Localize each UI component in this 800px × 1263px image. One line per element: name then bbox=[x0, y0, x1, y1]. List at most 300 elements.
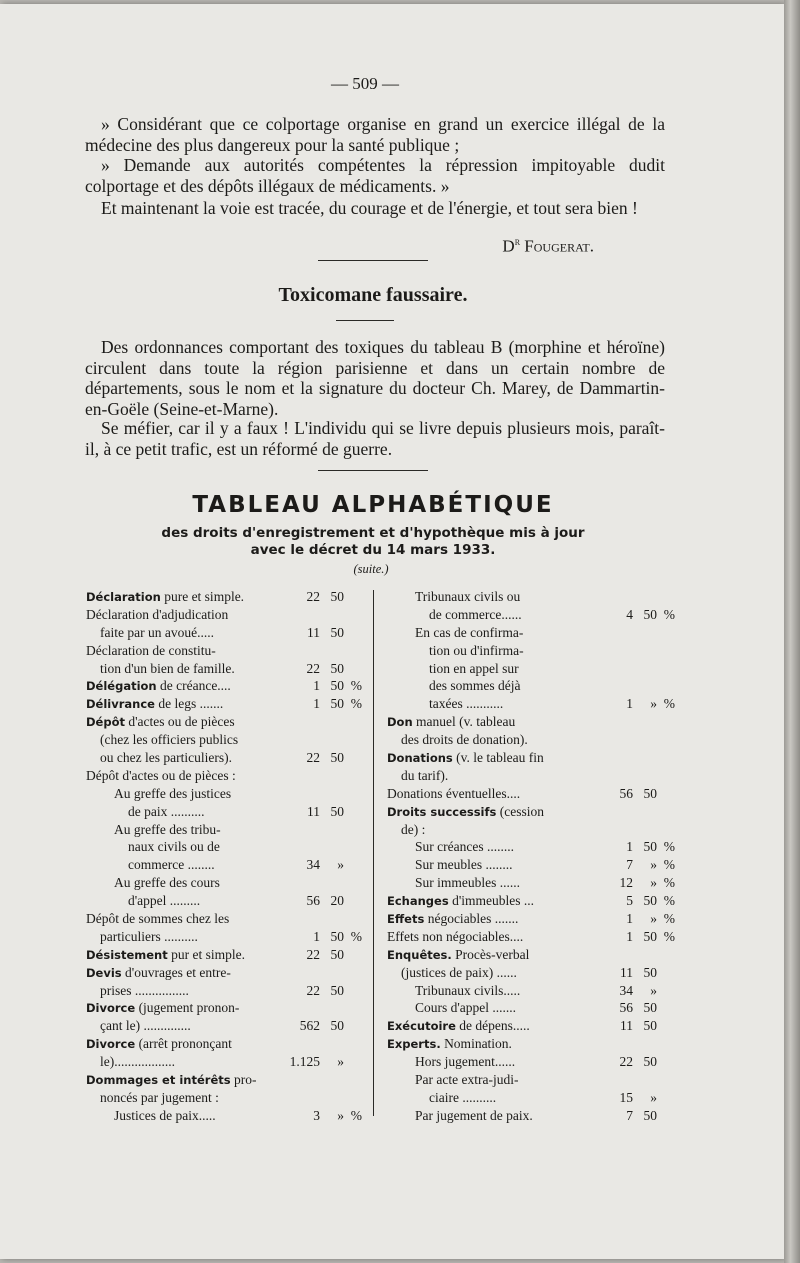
rate-units: 3 bbox=[313, 1107, 320, 1123]
rate-percent: % bbox=[663, 893, 675, 909]
tariff-entry-text bbox=[86, 1089, 219, 1107]
rate-percent: % bbox=[663, 857, 675, 873]
tariff-entry-keyword: Divorce bbox=[86, 1037, 136, 1052]
tariff-entry-text bbox=[387, 1053, 515, 1071]
tariff-entry-text bbox=[86, 749, 232, 767]
toxicomane-paragraph-2: Se méfier, car il y a faux ! L'individu qui se livre depuis plusieurs mois, paraît-il, à ce petit trafic, est un réformé de guerre. bbox=[85, 418, 665, 459]
tariff-row bbox=[86, 892, 366, 910]
tariff-entry-label: d'immeubles ... bbox=[448, 893, 534, 909]
tariff-entry-text bbox=[86, 660, 235, 678]
rate-units: 11 bbox=[307, 624, 320, 640]
rate-cents: 50 bbox=[330, 624, 344, 640]
tariff-row bbox=[86, 1035, 366, 1053]
tariff-row bbox=[387, 838, 683, 856]
rate-units: 4 bbox=[626, 606, 633, 622]
rate-units: 11 bbox=[307, 803, 320, 819]
tariff-entry-label: d'appel ......... bbox=[128, 893, 201, 909]
tariff-row bbox=[86, 838, 366, 856]
rate-units: 56 bbox=[619, 785, 633, 801]
rate-cents: 50 bbox=[643, 928, 657, 944]
tariff-entry-label: Hors jugement...... bbox=[415, 1054, 516, 1070]
tariff-row bbox=[387, 713, 683, 731]
rate-units: 1 bbox=[626, 911, 633, 927]
tariff-entry-label: tion ou d'infirma- bbox=[429, 642, 524, 658]
tariff-entry-label: Donations éventuelles.... bbox=[387, 785, 521, 801]
rate-units: 1 bbox=[626, 696, 633, 712]
tariff-entry-label: pro- bbox=[230, 1072, 257, 1088]
rate-cents: » bbox=[650, 875, 657, 891]
tariff-entry-text bbox=[86, 910, 229, 928]
tariff-entry-text bbox=[86, 713, 235, 732]
rate-cents: 50 bbox=[330, 1018, 344, 1034]
tariff-entry-label: (jugement pronon- bbox=[135, 1000, 240, 1016]
rate-cents: » bbox=[337, 1107, 344, 1123]
tariff-row bbox=[86, 910, 366, 928]
tariff-row bbox=[387, 1107, 683, 1125]
tariff-entry-label: (cession bbox=[496, 803, 544, 819]
tariff-rate bbox=[282, 624, 362, 642]
heading-underline bbox=[336, 320, 394, 321]
tariff-entry-keyword: Donations bbox=[387, 751, 453, 766]
tariff-rate bbox=[595, 1053, 683, 1071]
tariff-entry-text bbox=[86, 785, 231, 803]
tariff-entry-text bbox=[387, 1089, 496, 1107]
fougerat-paragraph-2: » Demande aux autorités compétentes la répression impitoyable dudit colportage et des dépôts illégaux de médicaments. » bbox=[85, 155, 665, 196]
tariff-entry-text bbox=[387, 999, 516, 1017]
tariff-rate bbox=[282, 660, 362, 678]
tariff-row bbox=[86, 803, 366, 821]
tariff-entry-text bbox=[387, 928, 523, 946]
signature-superscript: r bbox=[514, 236, 521, 248]
toxicomane-paragraph-1: Des ordonnances comportant des toxiques du tableau B (morphine et héroïne) circulent dans toute la région parisienne et dans un certain nombre de départements, sous le nom et la signature du docteur Ch. Marey, de Dammartin-en-Goële (Seine-et-Marne). bbox=[85, 337, 665, 419]
tariff-entry-label: de legs ....... bbox=[154, 696, 224, 712]
rate-cents: » bbox=[650, 911, 657, 927]
tariff-row bbox=[387, 1017, 683, 1035]
tariff-rate bbox=[595, 838, 683, 856]
tariff-entry-label: d'ouvrages et entre- bbox=[121, 964, 231, 980]
tariff-entry-label: Tribunaux civils ou bbox=[415, 589, 521, 604]
tariff-entry-text bbox=[86, 1071, 256, 1090]
tariff-row bbox=[387, 874, 683, 892]
tariff-entry-text bbox=[86, 928, 198, 946]
rate-units: 1 bbox=[313, 678, 320, 694]
tariff-entry-text bbox=[86, 964, 231, 983]
tariff-rate bbox=[282, 803, 362, 821]
tariff-row bbox=[86, 606, 366, 624]
tariff-entry-text bbox=[86, 1035, 232, 1054]
tariff-entry-text bbox=[387, 660, 519, 678]
tariff-entry-label: (justices de paix) ...... bbox=[401, 964, 517, 980]
tariff-entry-text bbox=[387, 964, 517, 982]
rate-units: 34 bbox=[619, 982, 633, 998]
tariff-entry-text bbox=[387, 606, 522, 624]
tariff-rate bbox=[282, 982, 362, 1000]
tariff-row bbox=[86, 624, 366, 642]
rate-units: 22 bbox=[306, 750, 320, 766]
column-divider bbox=[373, 590, 374, 1116]
rate-units: 56 bbox=[619, 1000, 633, 1016]
tariff-rate bbox=[595, 910, 683, 928]
tariff-entry-text bbox=[387, 946, 529, 965]
tariff-entry-label: du tarif). bbox=[401, 767, 449, 783]
rate-cents: 50 bbox=[643, 1107, 657, 1123]
tariff-rate bbox=[595, 1089, 683, 1107]
tariff-entry-text bbox=[387, 1017, 530, 1036]
rate-cents: » bbox=[337, 1054, 344, 1070]
tariff-entry-text bbox=[387, 1035, 512, 1054]
tariff-row bbox=[387, 767, 683, 785]
tariff-column-left bbox=[86, 588, 366, 1125]
rate-cents: » bbox=[650, 696, 657, 712]
tariff-row bbox=[387, 677, 683, 695]
tariff-row bbox=[387, 606, 683, 624]
tariff-entry-keyword: Effets bbox=[387, 912, 425, 927]
tariff-entry-text bbox=[387, 695, 503, 713]
tariff-entry-label: d'actes ou de pièces bbox=[124, 714, 235, 730]
rate-cents: 50 bbox=[330, 589, 344, 604]
tableau-subtitle-line-1: des droits d'enregistrement et d'hypothèque mis à jour bbox=[161, 525, 585, 541]
rate-units: 1.125 bbox=[289, 1054, 320, 1070]
tariff-entry-label: Cours d'appel ....... bbox=[415, 1000, 517, 1016]
rate-percent: % bbox=[350, 928, 362, 944]
rate-cents: 50 bbox=[330, 928, 344, 944]
tariff-row bbox=[387, 749, 683, 767]
tariff-entry-text bbox=[387, 1071, 518, 1089]
tariff-entry-text bbox=[86, 624, 214, 642]
rate-cents: » bbox=[650, 857, 657, 873]
tariff-entry-text bbox=[387, 803, 544, 822]
tariff-entry-text bbox=[387, 677, 520, 695]
tariff-entry-text bbox=[86, 874, 220, 892]
tariff-entry-text bbox=[86, 588, 244, 607]
tariff-entry-text bbox=[86, 803, 205, 821]
tariff-entry-keyword: Délivrance bbox=[86, 697, 155, 712]
tariff-rate bbox=[595, 874, 683, 892]
tariff-row bbox=[86, 1053, 366, 1071]
tariff-rate bbox=[282, 677, 362, 695]
rate-percent: % bbox=[663, 875, 675, 891]
rate-percent: % bbox=[663, 606, 675, 622]
rate-cents: 50 bbox=[330, 696, 344, 712]
tariff-entry-label: Sur meubles ........ bbox=[415, 857, 513, 873]
tariff-entry-keyword: Droits successifs bbox=[387, 804, 497, 819]
tariff-row bbox=[387, 731, 683, 749]
rate-units: 1 bbox=[313, 696, 320, 712]
tariff-row bbox=[86, 677, 366, 695]
tariff-row bbox=[387, 1035, 683, 1053]
tariff-row bbox=[86, 749, 366, 767]
tariff-rate bbox=[595, 999, 683, 1017]
tariff-row bbox=[387, 660, 683, 678]
rate-percent: % bbox=[663, 696, 675, 712]
tariff-entry-text bbox=[86, 1053, 175, 1071]
tariff-rate bbox=[595, 892, 683, 910]
rate-cents: 50 bbox=[643, 1000, 657, 1016]
tariff-row bbox=[86, 588, 366, 606]
fougerat-paragraph-1: » Considérant que ce colportage organise en grand un exercice illégal de la médecine des plus dangereux pour la santé publique ; bbox=[85, 114, 665, 155]
signature bbox=[502, 236, 594, 257]
tariff-row bbox=[86, 642, 366, 660]
rate-units: 22 bbox=[619, 1054, 633, 1070]
rate-percent: % bbox=[663, 839, 675, 855]
tariff-rate bbox=[595, 695, 683, 713]
toxicomane-heading: Toxicomane faussaire. bbox=[278, 284, 468, 306]
tariff-rate bbox=[595, 606, 683, 624]
tariff-entry-keyword: Enquêtes. bbox=[387, 947, 452, 962]
tariff-entry-label: ou chez les particuliers). bbox=[100, 750, 232, 766]
tariff-entry-label: Par jugement de paix. bbox=[415, 1107, 533, 1123]
rate-cents: » bbox=[337, 857, 344, 873]
tariff-row bbox=[86, 999, 366, 1017]
rate-units: 22 bbox=[306, 946, 320, 962]
tariff-row bbox=[387, 588, 683, 606]
tariff-rate bbox=[282, 1017, 362, 1035]
tariff-row bbox=[86, 821, 366, 839]
tariff-entry-text bbox=[387, 910, 518, 929]
rate-cents: 50 bbox=[643, 785, 657, 801]
tariff-entry-keyword: Echanges bbox=[387, 894, 449, 909]
tariff-entry-label: particuliers .......... bbox=[100, 928, 198, 944]
tariff-entry-label: commerce ........ bbox=[128, 857, 215, 873]
tariff-entry-text bbox=[387, 731, 528, 749]
rate-units: 1 bbox=[313, 928, 320, 944]
tariff-entry-label: (v. le tableau fin bbox=[452, 750, 544, 766]
tariff-row bbox=[387, 642, 683, 660]
tariff-entry-text bbox=[86, 767, 236, 785]
tariff-rate bbox=[282, 1107, 362, 1125]
tariff-entry-keyword: Don bbox=[387, 715, 413, 730]
tariff-row bbox=[86, 856, 366, 874]
tariff-rate bbox=[282, 946, 362, 964]
rate-cents: 50 bbox=[330, 982, 344, 998]
tariff-row bbox=[387, 803, 683, 821]
tableau-subtitle-line-2: avec le décret du 14 mars 1933. bbox=[250, 542, 496, 558]
tariff-entry-text bbox=[387, 1107, 533, 1125]
rate-cents: 50 bbox=[643, 964, 657, 980]
tariff-entry-label: Sur immeubles ...... bbox=[415, 875, 520, 891]
rate-units: 5 bbox=[626, 893, 633, 909]
tableau-subtitle bbox=[150, 525, 596, 559]
tariff-entry-label: Au greffe des justices bbox=[114, 785, 232, 801]
rate-units: 1 bbox=[626, 928, 633, 944]
tariff-entry-label: Déclaration d'adjudication bbox=[86, 606, 229, 622]
rate-units: 7 bbox=[626, 857, 633, 873]
section-divider bbox=[318, 260, 428, 261]
tariff-entry-label: négociables ....... bbox=[424, 911, 519, 927]
rate-percent: % bbox=[350, 1107, 362, 1123]
tariff-entry-text bbox=[86, 1017, 191, 1035]
tariff-entry-label: Par acte extra-judi- bbox=[415, 1072, 519, 1088]
tariff-row bbox=[387, 1071, 683, 1089]
tariff-row bbox=[387, 928, 683, 946]
signature-prefix: D bbox=[502, 236, 515, 256]
tariff-row bbox=[387, 856, 683, 874]
tariff-row bbox=[86, 731, 366, 749]
rate-cents: 50 bbox=[330, 946, 344, 962]
tariff-row bbox=[387, 624, 683, 642]
tariff-entry-label: prises ................ bbox=[100, 982, 189, 998]
tariff-rate bbox=[595, 856, 683, 874]
tariff-entry-text bbox=[86, 856, 215, 874]
tariff-entry-text bbox=[387, 713, 515, 732]
tariff-entry-label: Sur créances ........ bbox=[415, 839, 514, 855]
rate-units: 56 bbox=[306, 893, 320, 909]
rate-cents: 50 bbox=[643, 839, 657, 855]
tariff-entry-text bbox=[86, 677, 231, 696]
rate-cents: » bbox=[650, 982, 657, 998]
tariff-row bbox=[86, 660, 366, 678]
tariff-rate bbox=[595, 785, 683, 803]
rate-units: 7 bbox=[626, 1107, 633, 1123]
tariff-entry-text bbox=[387, 821, 425, 839]
rate-cents: 50 bbox=[330, 678, 344, 694]
page-edge bbox=[784, 0, 800, 1263]
rate-units: 22 bbox=[306, 982, 320, 998]
tariff-row bbox=[86, 1107, 366, 1125]
rate-cents: 20 bbox=[330, 893, 344, 909]
tariff-entry-label: de) : bbox=[401, 821, 426, 837]
tariff-entry-label: de créance.... bbox=[156, 678, 231, 694]
rate-percent: % bbox=[663, 928, 675, 944]
tariff-row bbox=[387, 695, 683, 713]
tariff-row bbox=[86, 785, 366, 803]
tariff-entry-label: noncés par jugement : bbox=[100, 1089, 219, 1105]
tariff-rate bbox=[595, 1107, 683, 1125]
rate-percent: % bbox=[350, 678, 362, 694]
tariff-row bbox=[86, 695, 366, 713]
tariff-entry-text bbox=[387, 642, 524, 660]
rate-units: 11 bbox=[620, 964, 633, 980]
tariff-entry-label: Procès-verbal bbox=[451, 946, 530, 962]
tariff-entry-text bbox=[387, 624, 523, 642]
rate-units: 34 bbox=[306, 857, 320, 873]
tariff-rate bbox=[595, 964, 683, 982]
signature-name: Fougerat. bbox=[524, 236, 594, 256]
tariff-column-right bbox=[387, 588, 683, 1125]
rate-units: 22 bbox=[306, 660, 320, 676]
tariff-row bbox=[387, 821, 683, 839]
tariff-entry-text bbox=[86, 946, 245, 965]
rate-units: 562 bbox=[299, 1018, 320, 1034]
tariff-entry-text bbox=[387, 874, 520, 892]
tariff-entry-keyword: Devis bbox=[86, 965, 122, 980]
rate-percent: % bbox=[663, 911, 675, 927]
tariff-entry-text bbox=[86, 982, 189, 1000]
book-page bbox=[0, 4, 784, 1259]
tariff-row bbox=[86, 1071, 366, 1089]
tariff-row bbox=[387, 910, 683, 928]
tariff-row bbox=[86, 1089, 366, 1107]
tariff-entry-text bbox=[86, 999, 239, 1018]
tariff-entry-text bbox=[387, 856, 513, 874]
suite-label: (suite.) bbox=[353, 562, 389, 576]
tariff-entry-keyword: Exécutoire bbox=[387, 1019, 456, 1034]
page-number: — 509 — bbox=[331, 74, 399, 93]
tariff-row bbox=[387, 946, 683, 964]
tariff-entry-text bbox=[387, 785, 520, 803]
rate-cents: 50 bbox=[643, 893, 657, 909]
tariff-entry-keyword: Dépôt bbox=[86, 715, 125, 730]
tariff-row bbox=[387, 999, 683, 1017]
tariff-entry-text bbox=[86, 606, 228, 624]
tariff-rate bbox=[282, 588, 362, 606]
rate-units: 1 bbox=[626, 839, 633, 855]
tariff-entry-text bbox=[86, 838, 220, 856]
tariff-row bbox=[387, 1089, 683, 1107]
tariff-row bbox=[86, 1017, 366, 1035]
tariff-row bbox=[86, 982, 366, 1000]
tariff-entry-label: de paix .......... bbox=[128, 803, 205, 819]
tariff-entry-label: Dépôt de sommes chez les bbox=[86, 911, 230, 927]
rate-cents: 50 bbox=[643, 1018, 657, 1034]
tariff-entry-text bbox=[86, 731, 238, 749]
tariff-entry-label: Au greffe des cours bbox=[114, 875, 220, 891]
tariff-rate bbox=[282, 749, 362, 767]
tariff-rate bbox=[595, 982, 683, 1000]
tariff-entry-label: des sommes déjà bbox=[429, 678, 521, 694]
tariff-row bbox=[86, 874, 366, 892]
tariff-row bbox=[86, 767, 366, 785]
rate-units: 11 bbox=[620, 1018, 633, 1034]
tariff-entry-text bbox=[387, 749, 544, 768]
tariff-rate bbox=[595, 928, 683, 946]
tariff-entry-keyword: Délégation bbox=[86, 679, 157, 694]
tariff-entry-text bbox=[387, 838, 514, 856]
tariff-entry-keyword: Dommages et intérêts bbox=[86, 1073, 231, 1088]
fougerat-paragraph-3: Et maintenant la voie est tracée, du courage et de l'énergie, et tout sera bien ! bbox=[101, 198, 638, 218]
tariff-entry-label: çant le) .............. bbox=[100, 1018, 191, 1034]
tariff-entry-label: le).................. bbox=[100, 1054, 175, 1070]
rate-cents: 50 bbox=[643, 1054, 657, 1070]
rate-units: 22 bbox=[306, 589, 320, 604]
tariff-rate bbox=[282, 856, 362, 874]
tariff-row bbox=[86, 713, 366, 731]
tariff-entry-label: En cas de confirma- bbox=[415, 624, 524, 640]
rate-cents: » bbox=[650, 1089, 657, 1105]
tariff-entry-text bbox=[387, 982, 520, 1000]
section-divider bbox=[318, 470, 428, 471]
tariff-row bbox=[86, 946, 366, 964]
tariff-rate bbox=[282, 695, 362, 713]
tariff-row bbox=[86, 964, 366, 982]
rate-cents: 50 bbox=[643, 606, 657, 622]
tariff-row bbox=[387, 892, 683, 910]
rate-cents: 50 bbox=[330, 750, 344, 766]
tariff-entry-label: (arrêt prononçant bbox=[135, 1036, 232, 1052]
tariff-entry-label: naux civils ou de bbox=[128, 839, 220, 855]
tariff-entry-text bbox=[387, 767, 448, 785]
rate-percent: % bbox=[350, 696, 362, 712]
tariff-entry-text bbox=[86, 642, 216, 660]
tariff-entry-label: de commerce...... bbox=[429, 606, 522, 622]
tariff-entry-label: (chez les officiers publics bbox=[100, 732, 239, 748]
tariff-entry-label: manuel (v. tableau bbox=[412, 714, 516, 730]
tariff-entry-label: Nomination. bbox=[440, 1036, 512, 1052]
tariff-entry-label: taxées ........... bbox=[429, 696, 504, 712]
tariff-entry-text bbox=[86, 821, 221, 839]
tariff-rate bbox=[282, 892, 362, 910]
tariff-entry-label: pure et simple. bbox=[160, 589, 245, 604]
tariff-entry-text bbox=[86, 1107, 216, 1125]
tariff-entry-label: de dépens..... bbox=[455, 1018, 530, 1034]
tariff-entry-text bbox=[86, 695, 223, 714]
rate-cents: 50 bbox=[330, 803, 344, 819]
tariff-entry-text bbox=[387, 588, 520, 606]
tariff-entry-label: tion d'un bien de famille. bbox=[100, 660, 235, 676]
tariff-entry-label: Effets non négociables.... bbox=[387, 928, 524, 944]
tariff-entry-text bbox=[86, 892, 200, 910]
tariff-entry-keyword: Déclaration bbox=[86, 590, 161, 604]
